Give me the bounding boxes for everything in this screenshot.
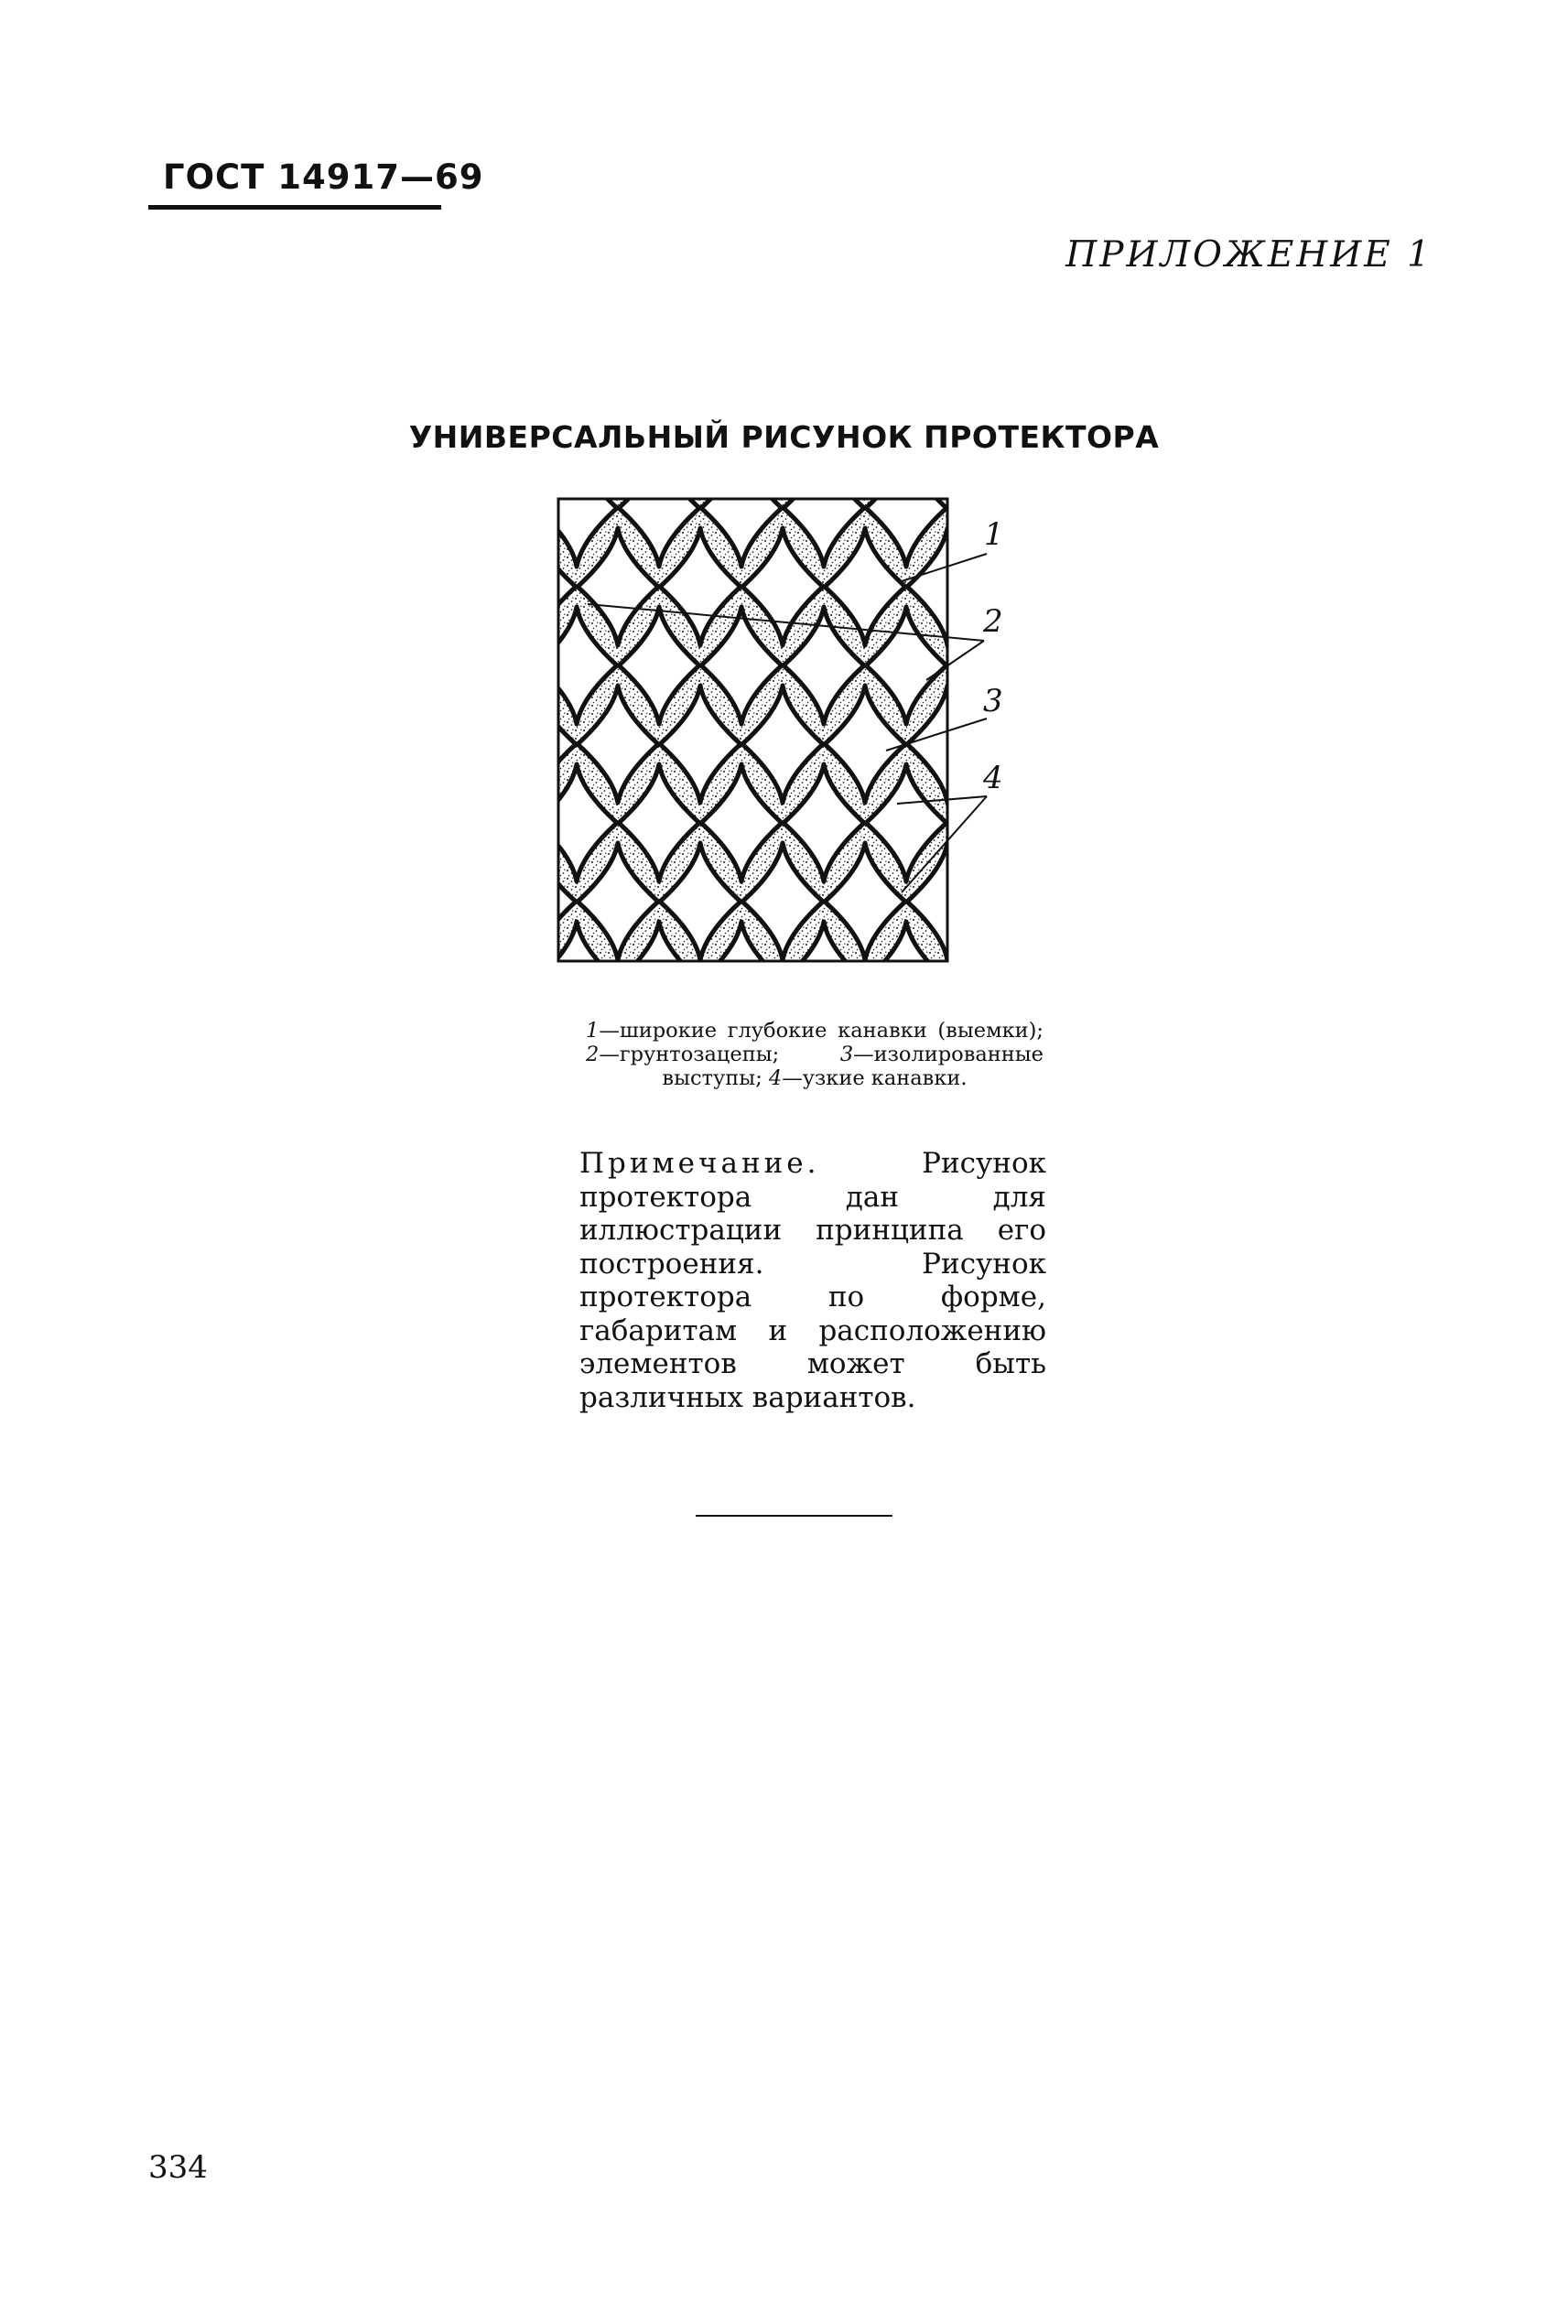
tread-lug-47: [1031, 764, 1044, 881]
tread-lug-63: [1031, 922, 1044, 984]
callout-1: 1: [984, 516, 1004, 553]
tread-lug-62: [948, 922, 1029, 984]
end-rule: [696, 1515, 892, 1517]
tread-lug-15: [1031, 490, 1044, 567]
legend-text-1: —широкие глубокие канавки (выемки);: [599, 1019, 1044, 1043]
note-label: Примечание.: [579, 1147, 820, 1180]
figure-title: УНИВЕРСАЛЬНЫЙ РИСУНОК ПРОТЕКТОРА: [408, 419, 1160, 455]
callout-numbers: [982, 516, 1004, 796]
tread-lug-31: [1031, 607, 1044, 724]
tread-lug-54: [989, 843, 1044, 960]
tread-pattern-figure: [549, 490, 1044, 984]
callout-4: 4: [983, 760, 1003, 796]
legend-number-1: 1: [586, 1019, 600, 1043]
callout-3: 3: [983, 683, 1003, 719]
tread-pattern-drawing: [549, 490, 1044, 984]
legend-number-4: 4: [768, 1066, 783, 1090]
note-paragraph: [579, 1147, 1046, 1414]
figure-legend: [586, 1019, 1044, 1090]
standard-code: ГОСТ 14917—69: [163, 157, 484, 197]
appendix-label: ПРИЛОЖЕНИЕ 1: [1065, 234, 1433, 276]
page-number: 334: [148, 2149, 208, 2186]
tread-lugs: [549, 490, 1044, 984]
note-text: Рисунок протектора дан для иллюстрации принципа его построения. Рисунок протектора по форме, габаритам и расположению элементов может быть различных вариантов.: [579, 1147, 1046, 1414]
header-underline: [148, 205, 441, 210]
legend-number-3: 3: [839, 1043, 854, 1066]
legend-number-2: 2: [586, 1043, 600, 1066]
callout-2: 2: [983, 603, 1003, 640]
legend-text-3: —изолированные выступы;: [662, 1043, 1044, 1090]
legend-text-2: —грунтозацепы;: [599, 1043, 840, 1066]
tread-body: [549, 490, 1044, 984]
legend-text-4: —узкие канавки.: [782, 1066, 968, 1090]
